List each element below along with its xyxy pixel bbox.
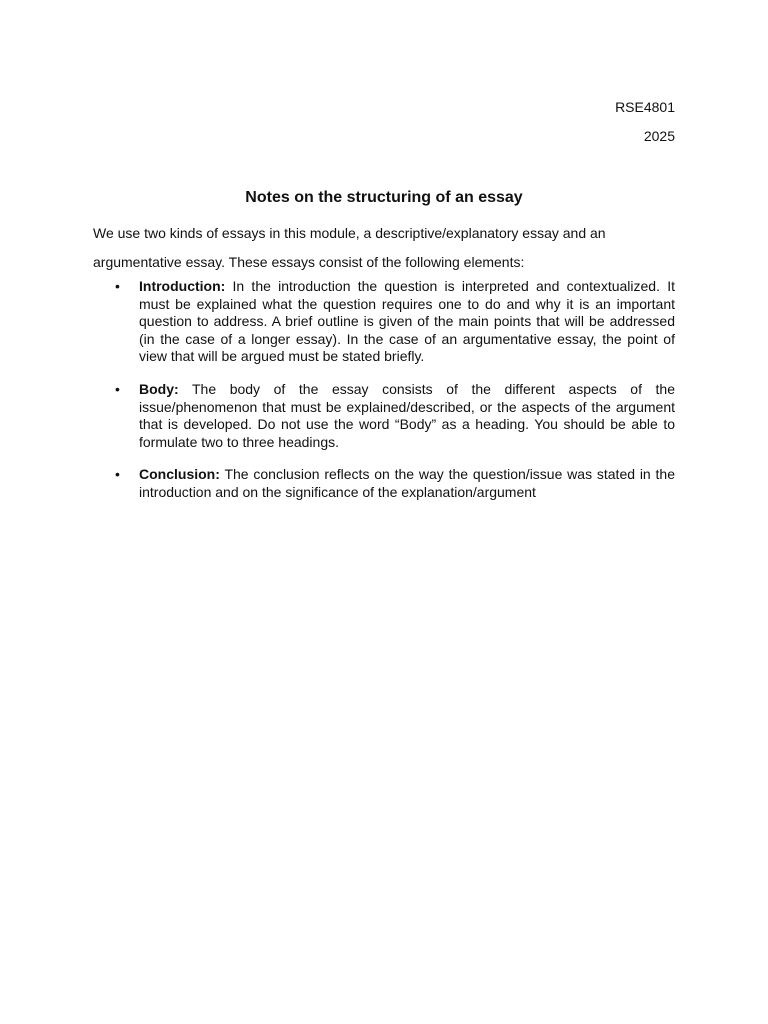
- bullet-icon: •: [115, 466, 120, 483]
- term-body: Body:: [139, 380, 179, 397]
- bullet-icon: •: [115, 380, 120, 397]
- year: 2025: [643, 128, 675, 144]
- text-introduction: In the introduction the question is interpreted and contextualized. It must be explained what the question requires one to do and why it is an important question to address. A brief outline is given of the main points that will be addressed (in the case of a longer essay). In the case of an argumentative essay, the point of view that will be argued must be stated briefly.: [139, 278, 675, 365]
- list-item-body: [93, 381, 675, 451]
- list-item-conclusion: [93, 466, 675, 501]
- document-page: [93, 0, 675, 1024]
- essay-elements-list: [93, 278, 675, 517]
- list-item-introduction: [93, 278, 675, 366]
- course-code: RSE4801: [615, 99, 675, 115]
- intro-paragraph: [93, 219, 675, 277]
- document-title: Notes on the structuring of an essay: [245, 189, 523, 206]
- term-introduction: Introduction:: [139, 278, 226, 294]
- intro-line-2: argumentative essay. These essays consist of the following elements:: [93, 254, 525, 270]
- text-conclusion: The conclusion reflects on the way the question/issue was stated in the introduction and on the significance of the explanation/argument: [139, 466, 675, 500]
- term-conclusion: Conclusion:: [139, 466, 220, 483]
- intro-line-1: We use two kinds of essays in this module, a descriptive/explanatory essay and an: [93, 225, 606, 241]
- text-body: The body of the essay consists of the different aspects of the issue/phenomenon that must be explained/described, or the aspects of the argument that is developed. Do not use the word “Body” as a heading. You should be able to formulate two to three headings.: [139, 380, 675, 450]
- bullet-icon: •: [115, 278, 120, 294]
